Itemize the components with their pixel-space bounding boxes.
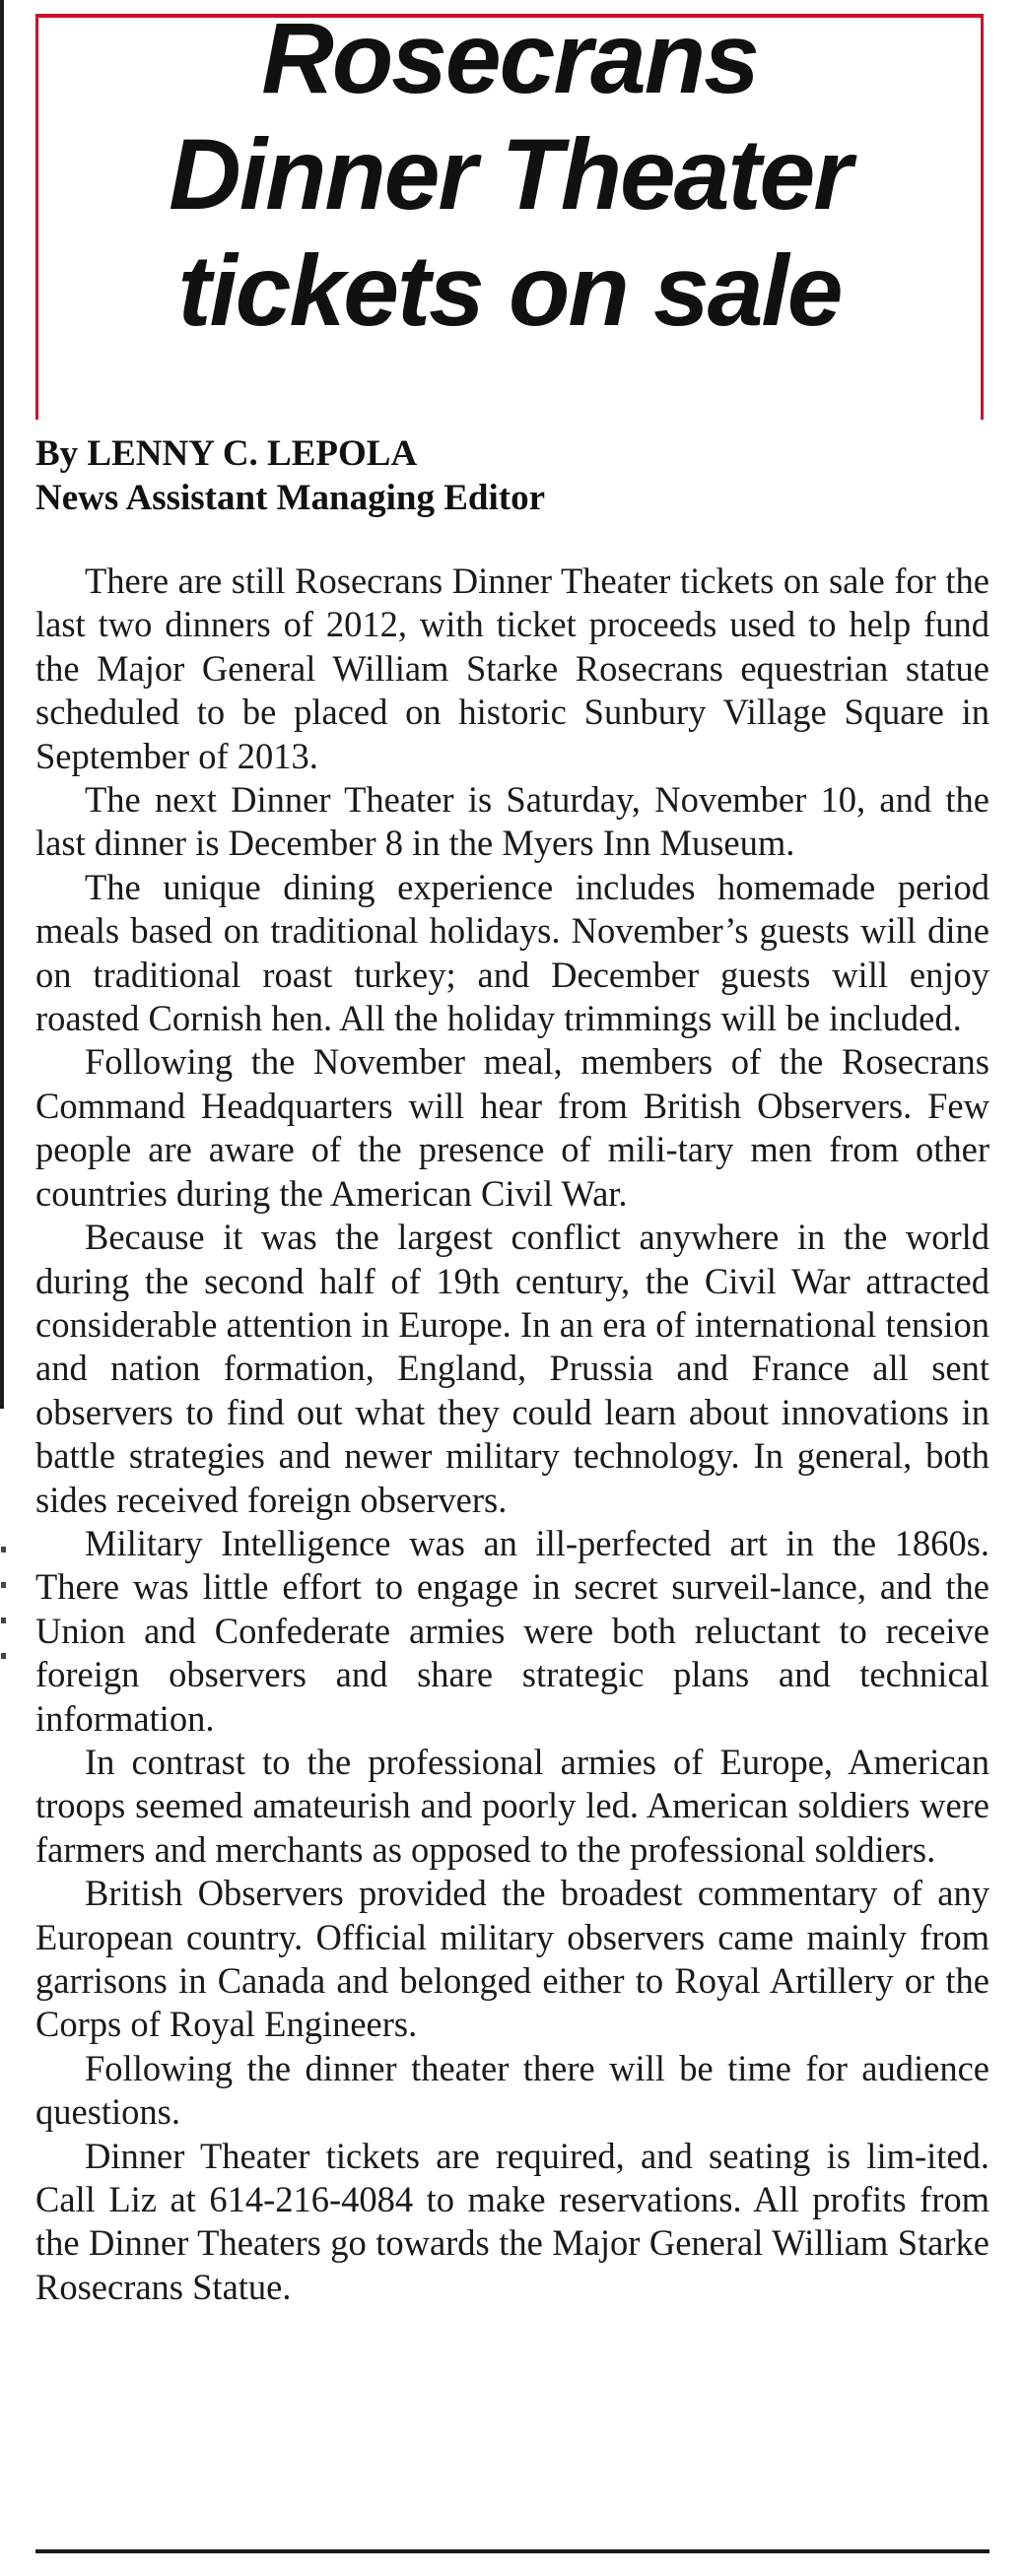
paragraph: Dinner Theater tickets are required, and seating is lim-ited. Call Liz at 614-216-4084 to make reservations. All profits from the Dinner Theaters go towards the Major General William Starke Rosecrans Statue.: [35, 2135, 989, 2307]
paragraph: Following the dinner theater there will be time for audience questions.: [35, 2047, 989, 2133]
byline-author: By LENNY C. LEPOLA: [35, 433, 418, 474]
headline: [35, 0, 984, 349]
paragraph: The unique dining experience includes homemade period meals based on traditional holidays. November’s guests will dine on traditional roast turkey; and December guests will enjoy roasted Cornish hen. All the holiday trimmings will be included.: [35, 866, 989, 1039]
headline-line-1: Rosecrans: [261, 2, 758, 114]
column-divider-rule: [0, 0, 4, 1409]
headline-line-2: Dinner Theater: [169, 118, 851, 231]
paragraph: Military Intelligence was an ill-perfected art in the 1860s. There was little effort to engage in secret surveil-lance, and the Union and Confederate armies were both reluctant to receive foreign observers and share strategic plans and technical information.: [35, 1522, 989, 1739]
article-body: [35, 560, 989, 2309]
article-end-rule: [35, 2549, 989, 2553]
paragraph: Because it was the largest conflict anywhere in the world during the second half of 19th century, the Civil War attracted considerable attention in Europe. In an era of international tension and nation formation, England, Prussia and France all sent observers to find out what they could learn about innovations in battle strategies and newer military technology. In general, both sides received foreign observers.: [35, 1217, 989, 1520]
paragraph: The next Dinner Theater is Saturday, November 10, and the last dinner is December 8 in the Myers Inn Museum.: [35, 779, 989, 864]
paragraph: British Observers provided the broadest commentary of any European country. Official military observers came mainly from garrisons in Canada and belonged either to Royal Artillery or the Corps of Royal Engineers.: [35, 1873, 989, 2045]
paragraph: There are still Rosecrans Dinner Theater tickets on sale for the last two dinners of 2012, with ticket proceeds used to help fund the Major General William Starke Rosecrans equestrian statue scheduled to be placed on historic Sunbury Village Square in September of 2013.: [35, 561, 989, 776]
column-edge-marks: [1, 1547, 6, 1694]
paragraph: In contrast to the professional armies of Europe, American troops seemed amateurish and poorly led. American soldiers were farmers and merchants as opposed to the professional soldiers.: [35, 1741, 989, 1870]
headline-line-3: tickets on sale: [177, 234, 842, 347]
byline-title: News Assistant Managing Editor: [35, 478, 546, 518]
paragraph: Following the November meal, members of the Rosecrans Command Headquarters will hear from British Observers. Few people are aware of the presence of mili-tary men from other countries during the American Civil War.: [35, 1041, 989, 1214]
byline: [35, 431, 984, 520]
